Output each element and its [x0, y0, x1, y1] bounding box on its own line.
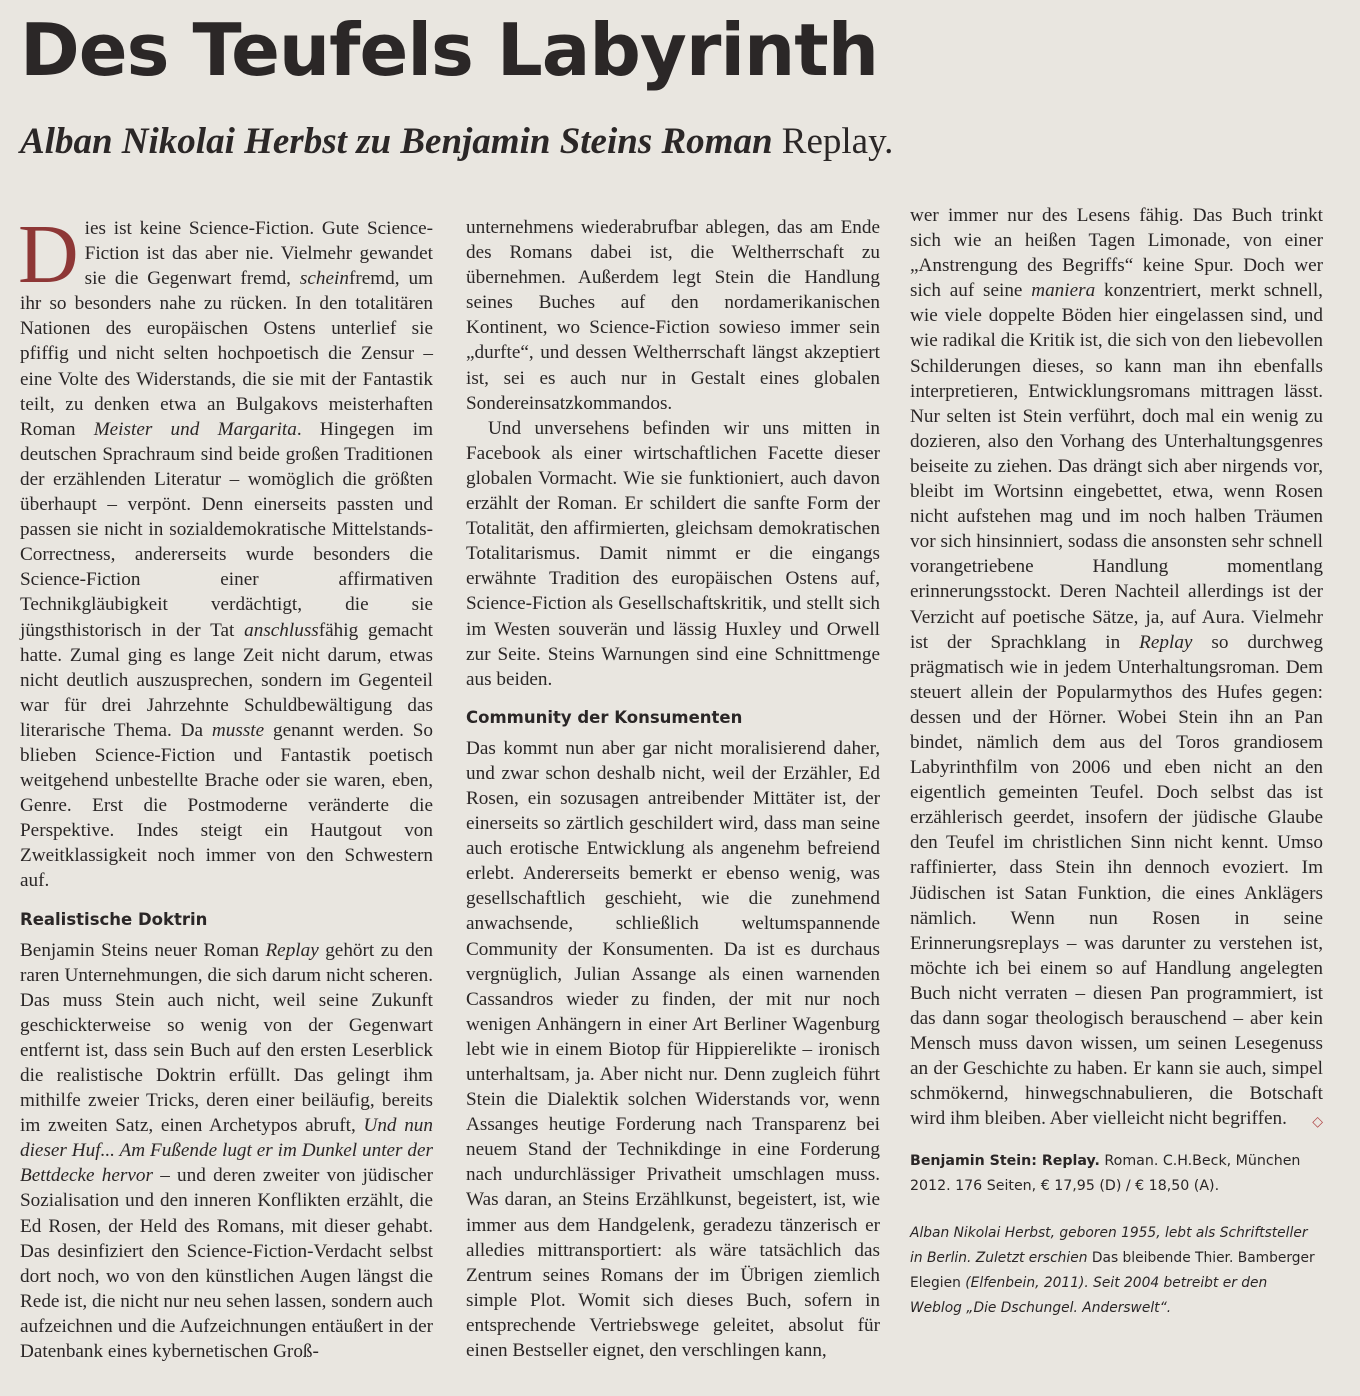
paragraph: [20, 938, 433, 1365]
paragraph: [18, 208, 433, 894]
drop-cap: D: [18, 208, 79, 301]
text-run: . Hingegen im deutschen Sprachraum sind beide großen Traditionen der erzählenden Literatur – womöglich die größten überhaupt – verpönt. Denn einerseits passten und passen sie nicht in sozialdemokratische Mittelstands-Correctness, andererseits wurde besonders die Science-Fiction einer affirmativen Technikgläubigkeit verdächtigt, die sie jüngsthistorisch in der Tat: [20, 418, 433, 641]
book-details: Roman. C.H.Beck, München 2012. 176 Seiten, € 17,95 (D) / € 18,50 (A).: [910, 1153, 1301, 1195]
author-bio: [910, 1221, 1323, 1321]
text-run: (Elfenbein, 2011). Seit 2004 betreibt er den Weblog „Die Dschungel. Anderswelt“.: [910, 1275, 1268, 1317]
emphasis: Replay: [1139, 631, 1193, 653]
section-heading: Realistische Doktrin: [20, 909, 208, 929]
text-run: konzentriert, merkt schnell, wie viele doppelte Böden hier eingelassen sind, und wie radikal die Kritik ist, die sich von den liebevollen Schilderungen dieses, so kann man ihn ebenfalls interpretieren, Entwicklungsromans mittragen lässt. Nur selten ist Stein verführt, doch mal ein wenig zu dozieren, also den Vorhang des Unterhaltungsgenres beiseite zu ziehen. Das drängt sich aber nirgends vor, bleibt im Wortsinn eingebettet, etwa, wenn Rosen nicht aufstehen mag und im noch halben Träumen vor sich hinsinniert, sodass die ansonsten sehr schnell vorangetriebene Handlung momentlang erinnerungsstockt. Deren Nachteil allerdings ist der Verzicht auf poetische Sätze, ja, auf Aura. Vielmehr ist der Sprachklang in: [910, 280, 1323, 653]
text-run: Alban Nikolai Herbst, geboren 1955, lebt als Schriftsteller in Berlin. Zuletzt erschien: [910, 1225, 1308, 1267]
text-column-1: [18, 208, 433, 1364]
text-run: – und deren zweiter von jüdischer Sozialisation und den inneren Konflikten erzählt, die Ed Rosen, der Held des Romans, mit dieser gehabt. Das desinfiziert den Science-Fiction-Verdacht selbst dort noch, wo von den künstlichen Augen längst die Rede ist, die nicht nur neu sehen lassen, sondern auch aufzeichnen und die Aufzeichnungen entäußert in der Datenbank eines kybernetischen Groß-: [20, 1165, 433, 1363]
headline: Des Teufels Labyrinth: [20, 8, 878, 92]
subhead-book-title: Replay.: [772, 121, 894, 162]
text-run: wer immer nur des Lesens fähig. Das Buch trinkt sich wie an heißen Tagen Limonade, von einer „Anstrengung des Begriffs“ keine Spur. Doch wer sich auf seine: [910, 205, 1323, 302]
quote-emphasis: Und nun dieser Huf... Am Fußende lugt er im Dunkel unter der Bettdecke hervor: [20, 1115, 433, 1187]
section-heading: Community der Konsumenten: [466, 707, 743, 727]
emphasis: schein: [299, 268, 349, 290]
emphasis: Replay: [265, 939, 319, 961]
subheadline: [20, 122, 893, 163]
paragraph: unternehmens wiederabrufbar ablegen, das am Ende des Romans dabei ist, die Weltherrschaft zu übernehmen. Außerdem legt Stein die Handlung seines Buches auf den nordamerikanischen Kontinent, wo Science-Fiction sowieso immer sein „durfte“, und dessen Weltherrschaft längst akzeptiert ist, sei es auch nur in Gestalt eines globalen Sondereinsatzkommandos.: [466, 217, 880, 414]
book-reference: Das bleibende Thier. Bamberger Elegien: [910, 1250, 1315, 1292]
end-of-article-icon: ◇: [1312, 1114, 1323, 1131]
text-run: Benjamin Steins neuer Roman: [20, 939, 266, 961]
emphasis: musste: [211, 719, 265, 741]
text-run: fähig gemacht hatte. Zumal ging es lange Zeit nicht darum, etwas nicht deutlich auszusprechen, sondern im Gegenteil war für drei Jahrzehnte Schuldbewältigung das literarische Thema. Da: [20, 619, 433, 741]
text-run: ies ist keine Science-Fiction. Gute Science-Fiction ist das aber nie. Vielmehr gewandet sie die Gegenwart fremd,: [84, 218, 433, 290]
emphasis: Meister und Margarita: [93, 418, 297, 440]
emphasis: anschluss: [244, 619, 319, 641]
text-column-2: [466, 215, 880, 1363]
text-run: fremd, um ihr so besonders nahe zu rücken. In den totalitären Nationen des europäischen Ostens unterlief sie pfiffig und nicht selten hochpoetisch die Zensur – eine Volte des Widerstands, die sie mit der Fantastik teilt, zu denken etwa an Bulgakovs meisterhaften Roman: [20, 268, 433, 440]
text-run: genannt werden. So blieben Science-Fiction und Fantastik poetisch weitgehend unbestellte Brache oder sie waren, eben, Genre. Erst die Postmoderne veränderte die Perspektive. Indes steigt ein Hautgout von Zweitklassigkeit noch immer von den Schwestern auf.: [20, 719, 433, 892]
text-run: so durchweg prägmatisch wie in jedem Unterhaltungsroman. Dem steuert allein der Popularmythos des Hufes gegen: dessen und der Hörner. Wobei Stein ihn an Pan bindet, nämlich dem aus del Toros grandiosem Labyrinthfilm von 2006 und eben nicht an den eigentlich gemeinten Teufel. Doch selbst das ist erzählerisch geerdet, insofern der jüdische Glaube den Teufel im christlichen Sinn nicht kennt. Umso raffinierter, dass Stein ihn dennoch evoziert. Im Jüdischen ist Satan Funktion, die eines Anklägers nämlich. Wenn nun Rosen in seine Erinnerungsreplays – was darunter zu verstehen ist, möchte ich bei einem so auf Handlung angelegten Buch nicht verraten – diesen Pan programmiert, ist das dann sogar theologisch berauschend – aber kein Mensch muss davon wissen, um seinen Lesegenuss an der Geschichte zu haben. Er kann sie auch, simpel schmökernd, hinwegschnabulieren, die Botschaft wird ihm bleiben. Aber vielleicht nicht begriffen.: [910, 631, 1323, 1130]
book-title: Benjamin Stein: Replay.: [910, 1153, 1100, 1170]
subhead-byline: Alban Nikolai Herbst zu Benjamin Steins Roman: [20, 121, 773, 162]
text-column-3: [910, 203, 1323, 1321]
paragraph: [910, 203, 1323, 1131]
paragraph: Und unversehens befinden wir uns mitten in Facebook als einer wirtschaftlichen Facette dieser globalen Vormacht. Wie sie funktioniert, auch davon erzählt der Roman. Er schildert die sanfte Form der Totalität, den affirmierten, gleichsam demokratischen Totalitarismus. Damit nimmt er die eingangs erwähnte Tradition des europäischen Ostens auf, Science-Fiction als Gesellschaftskritik, und stellt sich im Westen souverän und lässig Huxley und Orwell zur Seite. Steins Warnungen sind eine Schnittmenge aus beiden.: [466, 417, 880, 690]
emphasis: maniera: [1031, 280, 1096, 302]
book-info: [910, 1149, 1323, 1199]
text-run: gehört zu den raren Unternehmungen, die sich darum nicht scheren. Das muss Stein auch nicht, weil seine Zukunft geschickterweise so wenig von der Gegenwart entfernt ist, dass sein Buch auf den ersten Leserblick die realistische Doktrin erfüllt. Das gelingt ihm mithilfe zweier Tricks, deren einer beiläufig, bereits im zweiten Satz, einen Archetypos abruft,: [20, 939, 433, 1137]
paragraph: Das kommt nun aber gar nicht moralisierend daher, und zwar schon deshalb nicht, weil der Erzähler, Ed Rosen, ein sozusagen antreibender Mittäter ist, der einerseits so zärtlich geschildert wird, dass man seine auch erotische Entwicklung als angenehm befreiend erlebt. Andererseits bemerkt er ebenso wenig, was gesellschaftlich geschieht, wie die zunehmend anwachsende, schließlich weltumspannende Community der Konsumenten. Da ist es durchaus vergnüglich, Julian Assange als einen warnenden Cassandros wieder zu finden, der mit nur noch wenigen Anhängern in einer Art Berliner Wagenburg lebt wie in einem Biotop für Hippierelikte – ironisch unterhaltsam, ja. Aber nicht nur. Denn zugleich führt Stein die Dialektik solchen Widerstands vor, wenn Assanges heutige Forderung nach Transparenz bei neuem Stand der Technikdinge in eine Forderung nach undurchlässiger Privatheit umschlagen muss. Was daran, an Steins Erzählkunst, begeistert, ist, wie immer aus dem Handgelenk, geradezu tänzerisch er alledies mittransportiert: als wäre tatsächlich das Zentrum seines Romans der im Übrigen ziemlich simple Plot. Womit sich dieses Buch, sofern in entsprechende Vertriebswege geleitet, absolut für einen Bestseller eignet, den verschlingen kann,: [466, 737, 880, 1362]
